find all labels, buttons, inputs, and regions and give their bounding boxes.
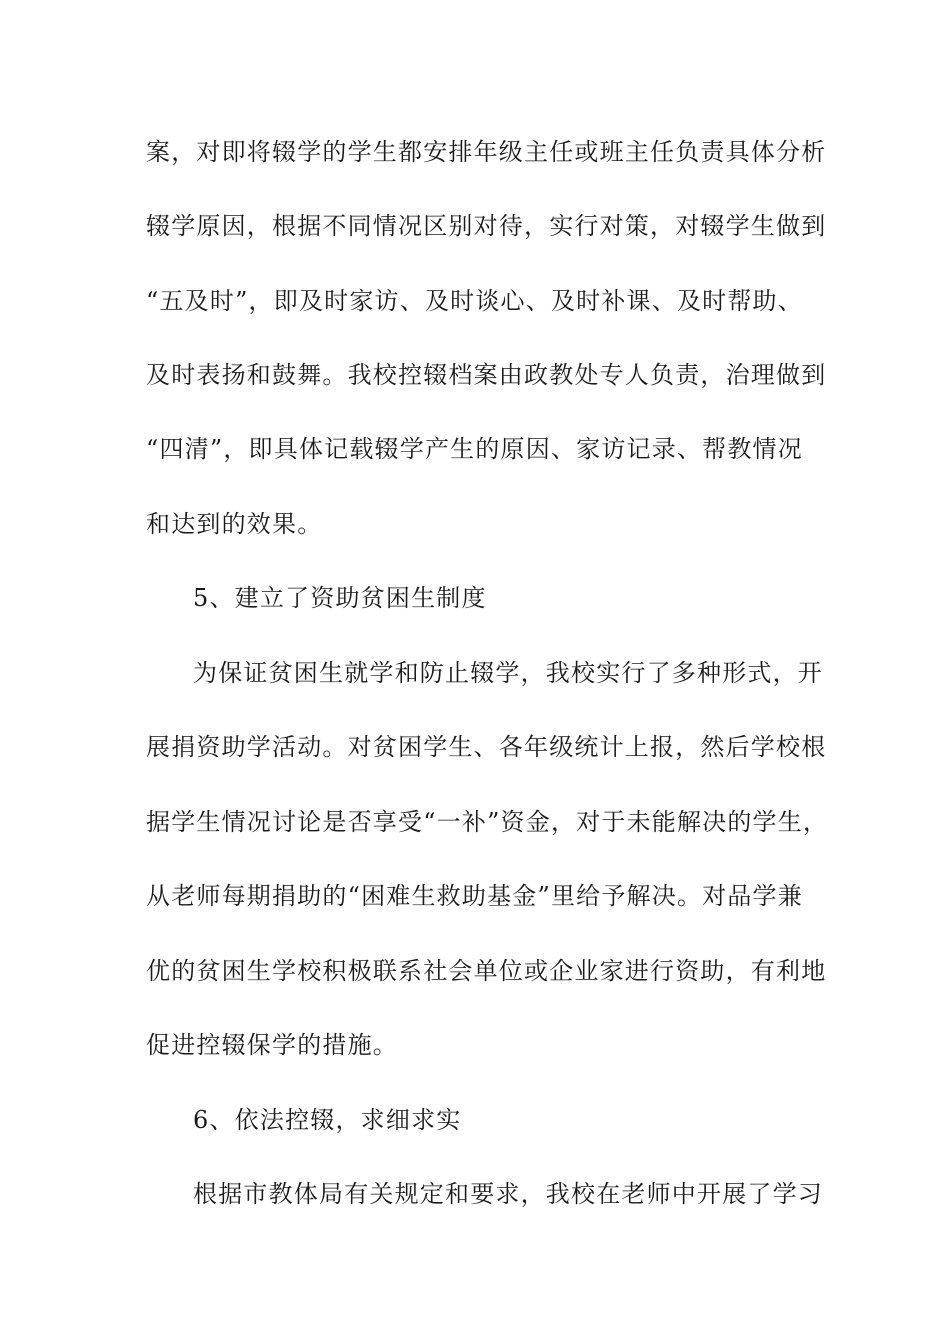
paragraph-line: 为保证贫困生就学和防止辍学，我校实行了多种形式，开 — [193, 659, 823, 687]
paragraph-line: 据学生情况讨论是否享受“一补”资金，对于未能解决的学生， — [146, 808, 829, 836]
paragraph-line: 优的贫困生学校积极联系社会单位或企业家进行资助，有利地 — [146, 957, 827, 985]
paragraph-line: 从老师每期捐助的“困难生救助基金”里给予解决。对品学兼 — [146, 882, 803, 910]
section-heading: 5、建立了资助贫困生制度 — [193, 584, 487, 612]
paragraph-line: 及时表扬和鼓舞。我校控辍档案由政教处专人负责，治理做到 — [146, 361, 827, 389]
paragraph-line: “五及时”，即及时家访、及时谈心、及时补课、及时帮助、 — [146, 287, 803, 315]
paragraph-line: “四清”，即具体记载辍学产生的原因、家访记录、帮教情况 — [146, 435, 803, 463]
paragraph-line: 案，对即将辍学的学生都安排年级主任或班主任负责具体分析 — [146, 138, 827, 166]
paragraph-line: 展捐资助学活动。对贫困学生、各年级统计上报，然后学校根 — [146, 733, 827, 761]
paragraph-line: 辍学原因，根据不同情况区别对待，实行对策，对辍学生做到 — [146, 212, 827, 240]
paragraph-line: 根据市教体局有关规定和要求，我校在老师中开展了学习 — [193, 1180, 823, 1208]
paragraph-line: 促进控辍保学的措施。 — [146, 1031, 398, 1059]
section-heading: 6、依法控辍，求细求实 — [193, 1106, 462, 1134]
paragraph-line: 和达到的效果。 — [146, 510, 323, 538]
